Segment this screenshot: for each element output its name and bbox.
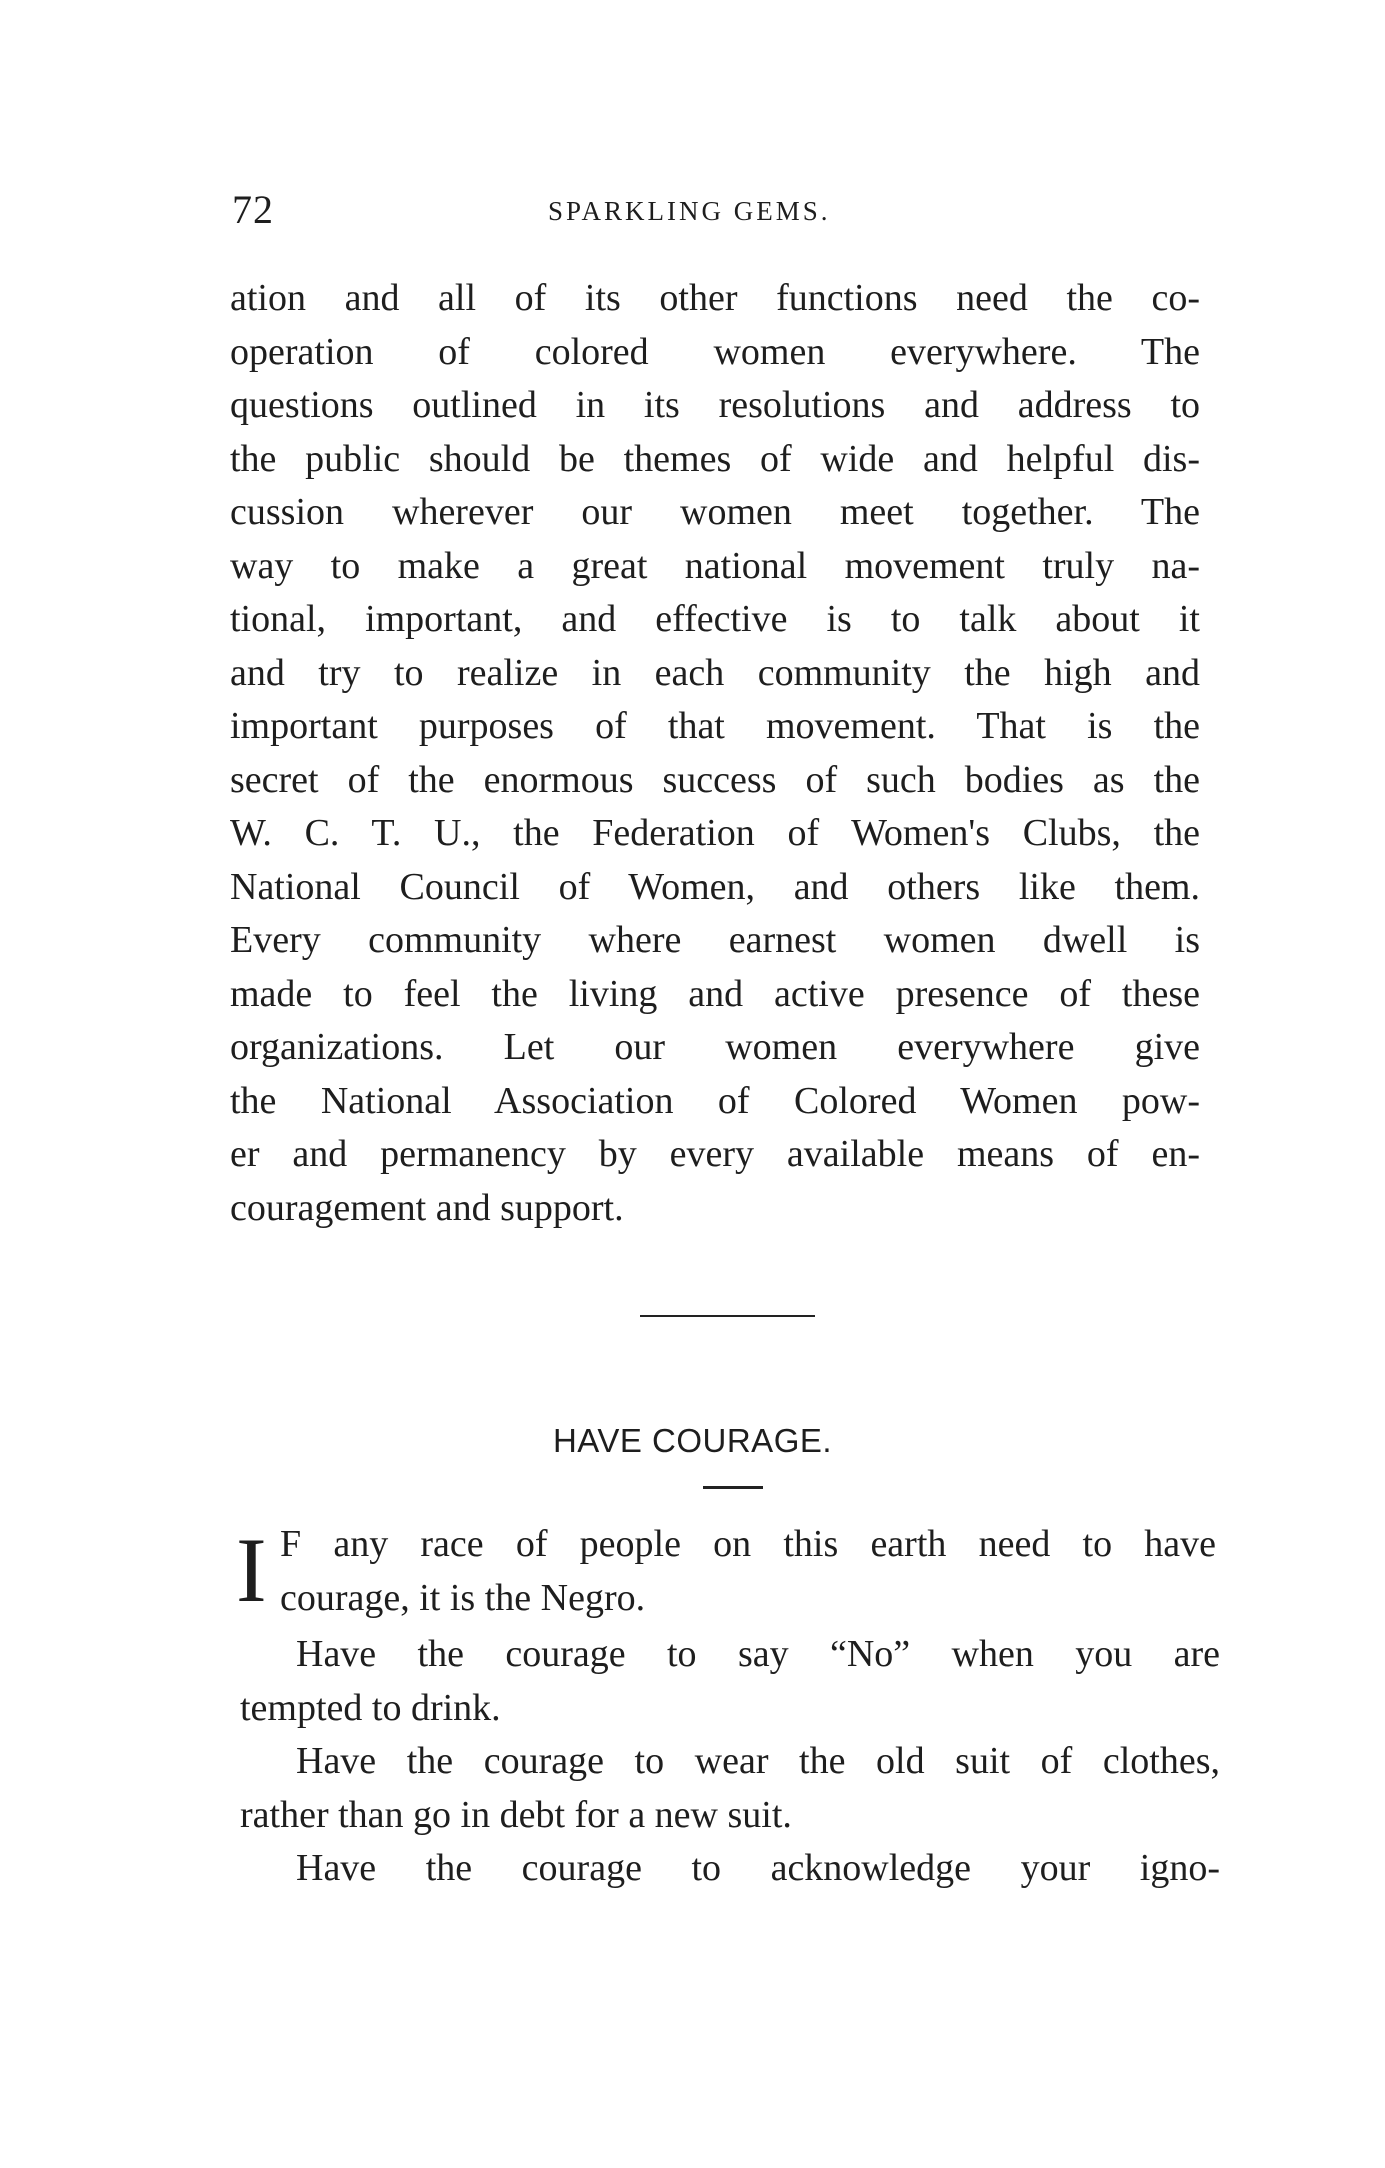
page-number: 72: [232, 187, 274, 232]
section-body: [240, 1628, 1220, 1896]
title-underline: [703, 1486, 763, 1489]
section-title: HAVE COURAGE.: [552, 1422, 833, 1459]
drop-cap: I: [236, 1519, 267, 1621]
text-line: ation and all of its other functions need the co-: [230, 277, 1200, 319]
text-line: er and permanency by every available means of en-: [230, 1133, 1200, 1175]
text-line: Have the courage to acknowledge your igno-: [296, 1847, 1220, 1889]
text-line: Every community where earnest women dwell is: [230, 919, 1200, 961]
text-line: important purposes of that movement. That is the: [230, 705, 1200, 747]
text-line: and try to realize in each community the high and: [230, 651, 1200, 694]
text-line: rather than go in debt for a new suit.: [240, 1793, 792, 1836]
running-head: SPARKLING GEMS.: [548, 196, 831, 226]
text-line: National Council of Women, and others like them.: [230, 865, 1200, 908]
text-line: F any race of people on this earth need to have: [280, 1523, 1216, 1565]
text-line: the public should be themes of wide and helpful dis-: [230, 437, 1200, 480]
text-line: made to feel the living and active presence of these: [230, 972, 1200, 1015]
text-line: way to make a great national movement truly na-: [230, 544, 1200, 587]
text-line: secret of the enormous success of such bodies as the: [230, 758, 1200, 801]
continuation-paragraph: [230, 272, 1200, 1235]
text-line: cussion wherever our women meet together. The: [230, 491, 1200, 533]
text-line: questions outlined in its resolutions and address to: [230, 384, 1200, 426]
text-line: the National Association of Colored Women pow-: [230, 1079, 1200, 1122]
text-line: tempted to drink.: [240, 1686, 501, 1729]
text-line: courage, it is the Negro.: [280, 1576, 646, 1619]
text-line: tional, important, and effective is to talk about it: [230, 598, 1200, 640]
text-line: operation of colored women everywhere. The: [230, 330, 1200, 373]
text-line: couragement and support.: [230, 1186, 624, 1229]
text-line: W. C. T. U., the Federation of Women's Clubs, the: [230, 812, 1200, 854]
text-line: Have the courage to say “No” when you are: [296, 1633, 1220, 1675]
text-line: Have the courage to wear the old suit of clothes,: [296, 1740, 1220, 1782]
text-line: organizations. Let our women everywhere give: [230, 1026, 1200, 1068]
section-divider: [640, 1315, 815, 1317]
